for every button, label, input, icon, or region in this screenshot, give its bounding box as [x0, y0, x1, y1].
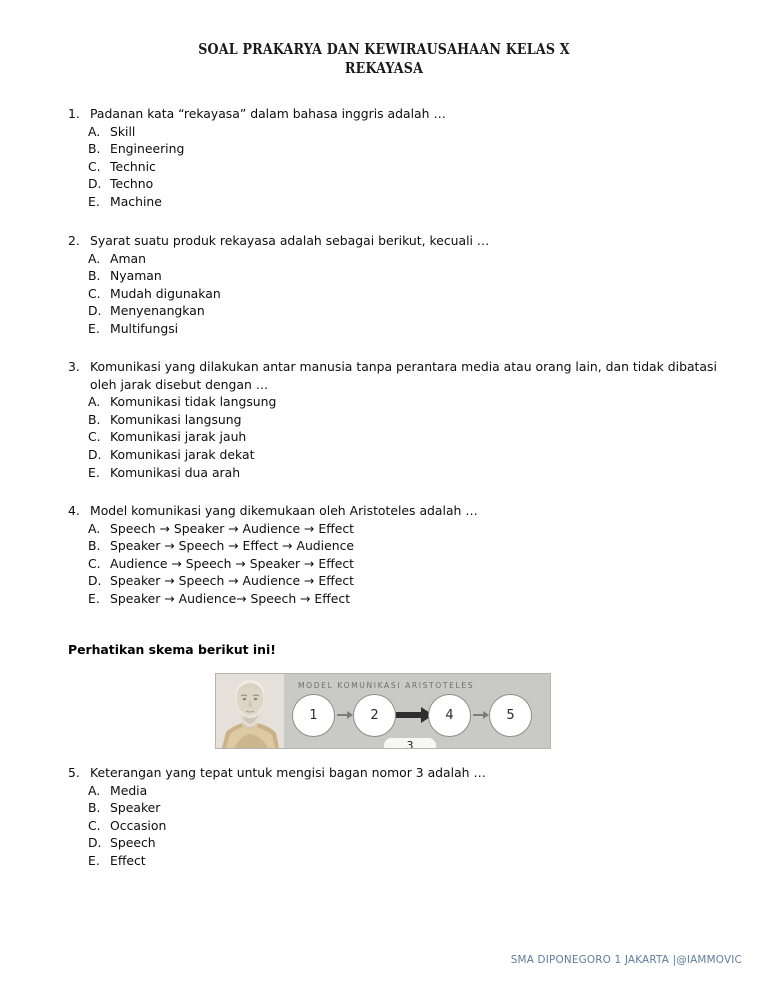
option-letter: B.: [88, 268, 101, 284]
option-text: Speaker → Speech → Effect → Audience: [110, 538, 355, 554]
option-list: [68, 782, 718, 870]
option-letter: A.: [88, 394, 101, 410]
option-letter: D.: [88, 303, 102, 319]
option-letter: C.: [88, 555, 101, 571]
option-text: Speech → Speaker → Audience → Effect: [110, 520, 355, 536]
arrow-1-to-2-icon: [337, 714, 348, 716]
option-item[interactable]: [68, 158, 718, 176]
option-letter: D.: [88, 446, 102, 462]
option-item[interactable]: [68, 302, 718, 320]
option-text: Techno: [110, 176, 154, 192]
option-item[interactable]: [68, 250, 718, 268]
question-block-5: [68, 764, 718, 870]
page-footer: SMA DIPONEGORO 1 JAKARTA |@IAMMOVIC: [510, 954, 742, 966]
option-text: Machine: [110, 193, 162, 209]
option-item[interactable]: [68, 782, 718, 800]
option-item[interactable]: [68, 393, 718, 411]
figure-node-row: [292, 694, 550, 749]
question-number: 5.: [68, 765, 80, 780]
question-stem: [68, 764, 718, 782]
option-text: Nyaman: [110, 268, 162, 284]
question-stem: [68, 358, 718, 393]
option-letter: C.: [88, 817, 101, 833]
option-item[interactable]: [68, 572, 718, 590]
arrow-4-to-5-icon: [473, 714, 484, 716]
option-text: Engineering: [110, 141, 185, 157]
option-letter: A.: [88, 250, 101, 266]
option-text: Technic: [110, 158, 156, 174]
option-letter: B.: [88, 800, 101, 816]
option-item[interactable]: [68, 123, 718, 141]
question-stem: [68, 502, 718, 520]
option-item[interactable]: [68, 590, 718, 608]
option-text: Speech: [110, 835, 156, 851]
option-item[interactable]: [68, 537, 718, 555]
option-letter: A.: [88, 782, 101, 798]
question-number: 2.: [68, 233, 80, 248]
figure-arrow-label-3: 3: [384, 738, 436, 749]
option-item[interactable]: [68, 320, 718, 338]
option-text: Aman: [110, 250, 146, 266]
option-item[interactable]: [68, 520, 718, 538]
option-item[interactable]: [68, 175, 718, 193]
option-item[interactable]: [68, 852, 718, 870]
option-text: Menyenangkan: [110, 303, 205, 319]
option-item[interactable]: [68, 267, 718, 285]
figure-node-2: 2: [353, 694, 396, 737]
option-list: [68, 123, 718, 211]
question-stem: [68, 105, 718, 123]
option-text: Speaker → Speech → Audience → Effect: [110, 573, 355, 589]
question-text: Syarat suatu produk rekayasa adalah sebagai berikut, kecuali …: [90, 233, 490, 248]
arrow-2-to-4-bold-icon: [396, 712, 422, 718]
option-text: Effect: [110, 852, 146, 868]
question-text: Padanan kata “rekayasa” dalam bahasa inggris adalah …: [90, 106, 446, 121]
option-item[interactable]: [68, 446, 718, 464]
question-block-1: [68, 105, 718, 211]
aristotle-bust-image: [216, 674, 284, 748]
option-text: Komunikasi dua arah: [110, 464, 241, 480]
question-block-3: [68, 358, 718, 481]
question-block-4: [68, 502, 718, 608]
option-text: Komunikasi jarak dekat: [110, 446, 255, 462]
question-number: 4.: [68, 503, 80, 518]
option-letter: D.: [88, 835, 102, 851]
option-text: Speaker → Audience→ Speech → Effect: [110, 590, 351, 606]
option-letter: B.: [88, 141, 101, 157]
option-letter: E.: [88, 852, 100, 868]
figure-node-4: 4: [428, 694, 471, 737]
option-item[interactable]: [68, 817, 718, 835]
option-letter: C.: [88, 429, 101, 445]
question-number: 1.: [68, 106, 80, 121]
option-list: [68, 520, 718, 608]
instruction-text: Perhatikan skema berikut ini!: [68, 642, 276, 657]
option-text: Komunikasi langsung: [110, 411, 242, 427]
option-item[interactable]: [68, 555, 718, 573]
question-number: 3.: [68, 359, 80, 374]
option-text: Occasion: [110, 817, 167, 833]
option-letter: E.: [88, 464, 100, 480]
figure-title: MODEL KOMUNIKASI ARISTOTELES: [298, 681, 475, 690]
option-text: Skill: [110, 123, 136, 139]
option-text: Mudah digunakan: [110, 285, 221, 301]
figure-node-5: 5: [489, 694, 532, 737]
option-list: [68, 250, 718, 338]
option-letter: C.: [88, 285, 101, 301]
option-text: Komunikasi jarak jauh: [110, 429, 247, 445]
option-item[interactable]: [68, 285, 718, 303]
option-item[interactable]: [68, 428, 718, 446]
option-letter: B.: [88, 538, 101, 554]
option-text: Media: [110, 782, 148, 798]
question-text: Model komunikasi yang dikemukaan oleh Aristoteles adalah …: [90, 503, 478, 518]
page-title-line-2: REKAYASA: [344, 60, 424, 77]
option-letter: E.: [88, 193, 100, 209]
option-letter: A.: [88, 123, 101, 139]
option-letter: B.: [88, 411, 101, 427]
option-item[interactable]: [68, 193, 718, 211]
option-letter: E.: [88, 590, 100, 606]
question-block-2: [68, 232, 718, 338]
option-letter: E.: [88, 320, 100, 336]
option-letter: A.: [88, 520, 101, 536]
option-text: Multifungsi: [110, 320, 179, 336]
aristotle-model-figure: [215, 673, 551, 749]
option-item[interactable]: [68, 834, 718, 852]
option-list: [68, 393, 718, 481]
option-letter: D.: [88, 176, 102, 192]
option-item[interactable]: [68, 140, 718, 158]
option-item[interactable]: [68, 799, 718, 817]
option-text: Speaker: [110, 800, 161, 816]
question-text: Keterangan yang tepat untuk mengisi bagan nomor 3 adalah …: [90, 765, 486, 780]
question-stem: [68, 232, 718, 250]
question-text: Komunikasi yang dilakukan antar manusia tanpa perantara media atau orang lain, dan tidak dibatasi oleh jarak disebut dengan …: [90, 359, 717, 392]
page-title-line-1: SOAL PRAKARYA DAN KEWIRAUSAHAAN KELAS X: [198, 41, 570, 58]
page-title: [12, 40, 757, 78]
option-letter: D.: [88, 573, 102, 589]
option-text: Audience → Speech → Speaker → Effect: [110, 555, 355, 571]
option-letter: C.: [88, 158, 101, 174]
option-item[interactable]: [68, 464, 718, 482]
option-text: Komunikasi tidak langsung: [110, 394, 277, 410]
option-item[interactable]: [68, 411, 718, 429]
figure-node-1: 1: [292, 694, 335, 737]
